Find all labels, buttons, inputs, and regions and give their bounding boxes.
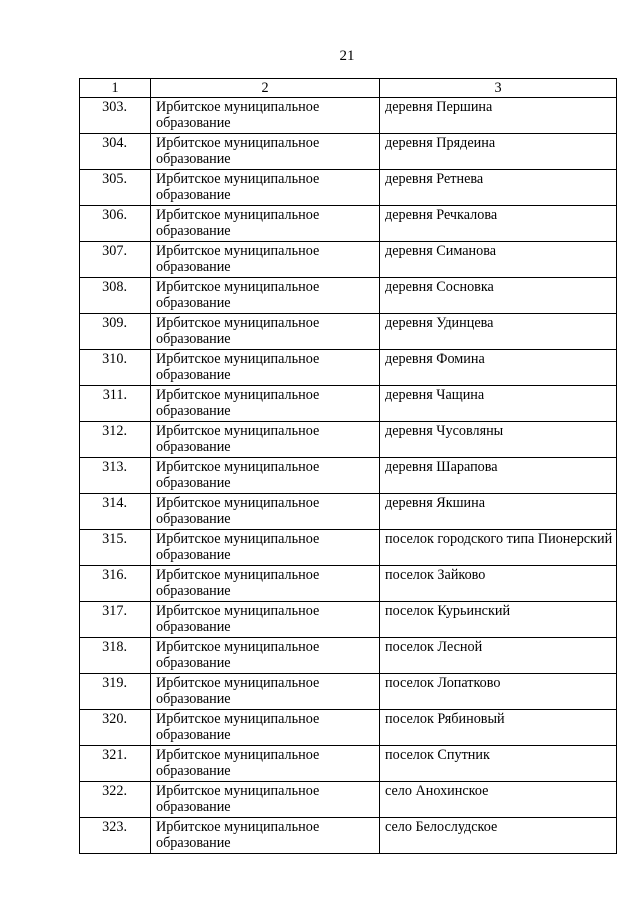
- municipality-cell: Ирбитское муниципальное образование: [151, 710, 380, 746]
- row-number: 315.: [80, 530, 151, 566]
- settlement-cell: деревня Ретнева: [380, 170, 617, 206]
- table-body: [80, 98, 617, 854]
- settlements-table: [79, 78, 617, 854]
- settlement-cell: поселок Лопатково: [380, 674, 617, 710]
- settlement-cell: деревня Першина: [380, 98, 617, 134]
- row-number: 322.: [80, 782, 151, 818]
- settlement-cell: деревня Симанова: [380, 242, 617, 278]
- settlement-cell: село Белослудское: [380, 818, 617, 854]
- row-number: 313.: [80, 458, 151, 494]
- settlement-cell: поселок Лесной: [380, 638, 617, 674]
- table-row: [80, 818, 617, 854]
- settlement-cell: деревня Прядеина: [380, 134, 617, 170]
- table-row: [80, 206, 617, 242]
- table-row: [80, 134, 617, 170]
- column-header-municipality: 2: [151, 79, 380, 98]
- table-row: [80, 602, 617, 638]
- municipality-cell: Ирбитское муниципальное образование: [151, 422, 380, 458]
- municipality-cell: Ирбитское муниципальное образование: [151, 206, 380, 242]
- table-row: [80, 458, 617, 494]
- settlement-cell: деревня Шарапова: [380, 458, 617, 494]
- row-number: 309.: [80, 314, 151, 350]
- municipality-cell: Ирбитское муниципальное образование: [151, 386, 380, 422]
- table-row: [80, 566, 617, 602]
- table-row: [80, 314, 617, 350]
- settlement-cell: поселок городского типа Пионерский: [380, 530, 617, 566]
- settlement-cell: деревня Чащина: [380, 386, 617, 422]
- row-number: 303.: [80, 98, 151, 134]
- settlement-cell: деревня Удинцева: [380, 314, 617, 350]
- table-row: [80, 782, 617, 818]
- row-number: 310.: [80, 350, 151, 386]
- settlement-cell: поселок Спутник: [380, 746, 617, 782]
- settlement-cell: деревня Чусовляны: [380, 422, 617, 458]
- column-header-settlement: 3: [380, 79, 617, 98]
- municipality-cell: Ирбитское муниципальное образование: [151, 494, 380, 530]
- table-row: [80, 278, 617, 314]
- row-number: 305.: [80, 170, 151, 206]
- municipality-cell: Ирбитское муниципальное образование: [151, 170, 380, 206]
- table-row: [80, 530, 617, 566]
- municipality-cell: Ирбитское муниципальное образование: [151, 98, 380, 134]
- table-row: [80, 494, 617, 530]
- table-row: [80, 746, 617, 782]
- table-row: [80, 710, 617, 746]
- row-number: 316.: [80, 566, 151, 602]
- settlement-cell: деревня Фомина: [380, 350, 617, 386]
- settlement-cell: поселок Курьинский: [380, 602, 617, 638]
- settlement-cell: деревня Речкалова: [380, 206, 617, 242]
- municipality-cell: Ирбитское муниципальное образование: [151, 350, 380, 386]
- municipality-cell: Ирбитское муниципальное образование: [151, 134, 380, 170]
- municipality-cell: Ирбитское муниципальное образование: [151, 278, 380, 314]
- row-number: 321.: [80, 746, 151, 782]
- row-number: 304.: [80, 134, 151, 170]
- municipality-cell: Ирбитское муниципальное образование: [151, 746, 380, 782]
- municipality-cell: Ирбитское муниципальное образование: [151, 638, 380, 674]
- table-row: [80, 242, 617, 278]
- table-row: [80, 98, 617, 134]
- municipality-cell: Ирбитское муниципальное образование: [151, 566, 380, 602]
- table-row: [80, 638, 617, 674]
- column-header-number: 1: [80, 79, 151, 98]
- row-number: 306.: [80, 206, 151, 242]
- table-row: [80, 422, 617, 458]
- row-number: 314.: [80, 494, 151, 530]
- settlement-cell: поселок Рябиновый: [380, 710, 617, 746]
- municipality-cell: Ирбитское муниципальное образование: [151, 818, 380, 854]
- row-number: 319.: [80, 674, 151, 710]
- settlement-cell: деревня Якшина: [380, 494, 617, 530]
- table-row: [80, 674, 617, 710]
- row-number: 318.: [80, 638, 151, 674]
- municipality-cell: Ирбитское муниципальное образование: [151, 674, 380, 710]
- row-number: 308.: [80, 278, 151, 314]
- row-number: 312.: [80, 422, 151, 458]
- settlement-cell: деревня Сосновка: [380, 278, 617, 314]
- table-row: [80, 386, 617, 422]
- table-row: [80, 170, 617, 206]
- row-number: 320.: [80, 710, 151, 746]
- row-number: 317.: [80, 602, 151, 638]
- municipality-cell: Ирбитское муниципальное образование: [151, 242, 380, 278]
- row-number: 323.: [80, 818, 151, 854]
- municipality-cell: Ирбитское муниципальное образование: [151, 530, 380, 566]
- table-row: [80, 350, 617, 386]
- municipality-cell: Ирбитское муниципальное образование: [151, 314, 380, 350]
- row-number: 311.: [80, 386, 151, 422]
- municipality-cell: Ирбитское муниципальное образование: [151, 782, 380, 818]
- row-number: 307.: [80, 242, 151, 278]
- settlement-cell: село Анохинское: [380, 782, 617, 818]
- table-header-row: [80, 79, 617, 98]
- page-number: 21: [339, 48, 355, 64]
- municipality-cell: Ирбитское муниципальное образование: [151, 602, 380, 638]
- municipality-cell: Ирбитское муниципальное образование: [151, 458, 380, 494]
- settlement-cell: поселок Зайково: [380, 566, 617, 602]
